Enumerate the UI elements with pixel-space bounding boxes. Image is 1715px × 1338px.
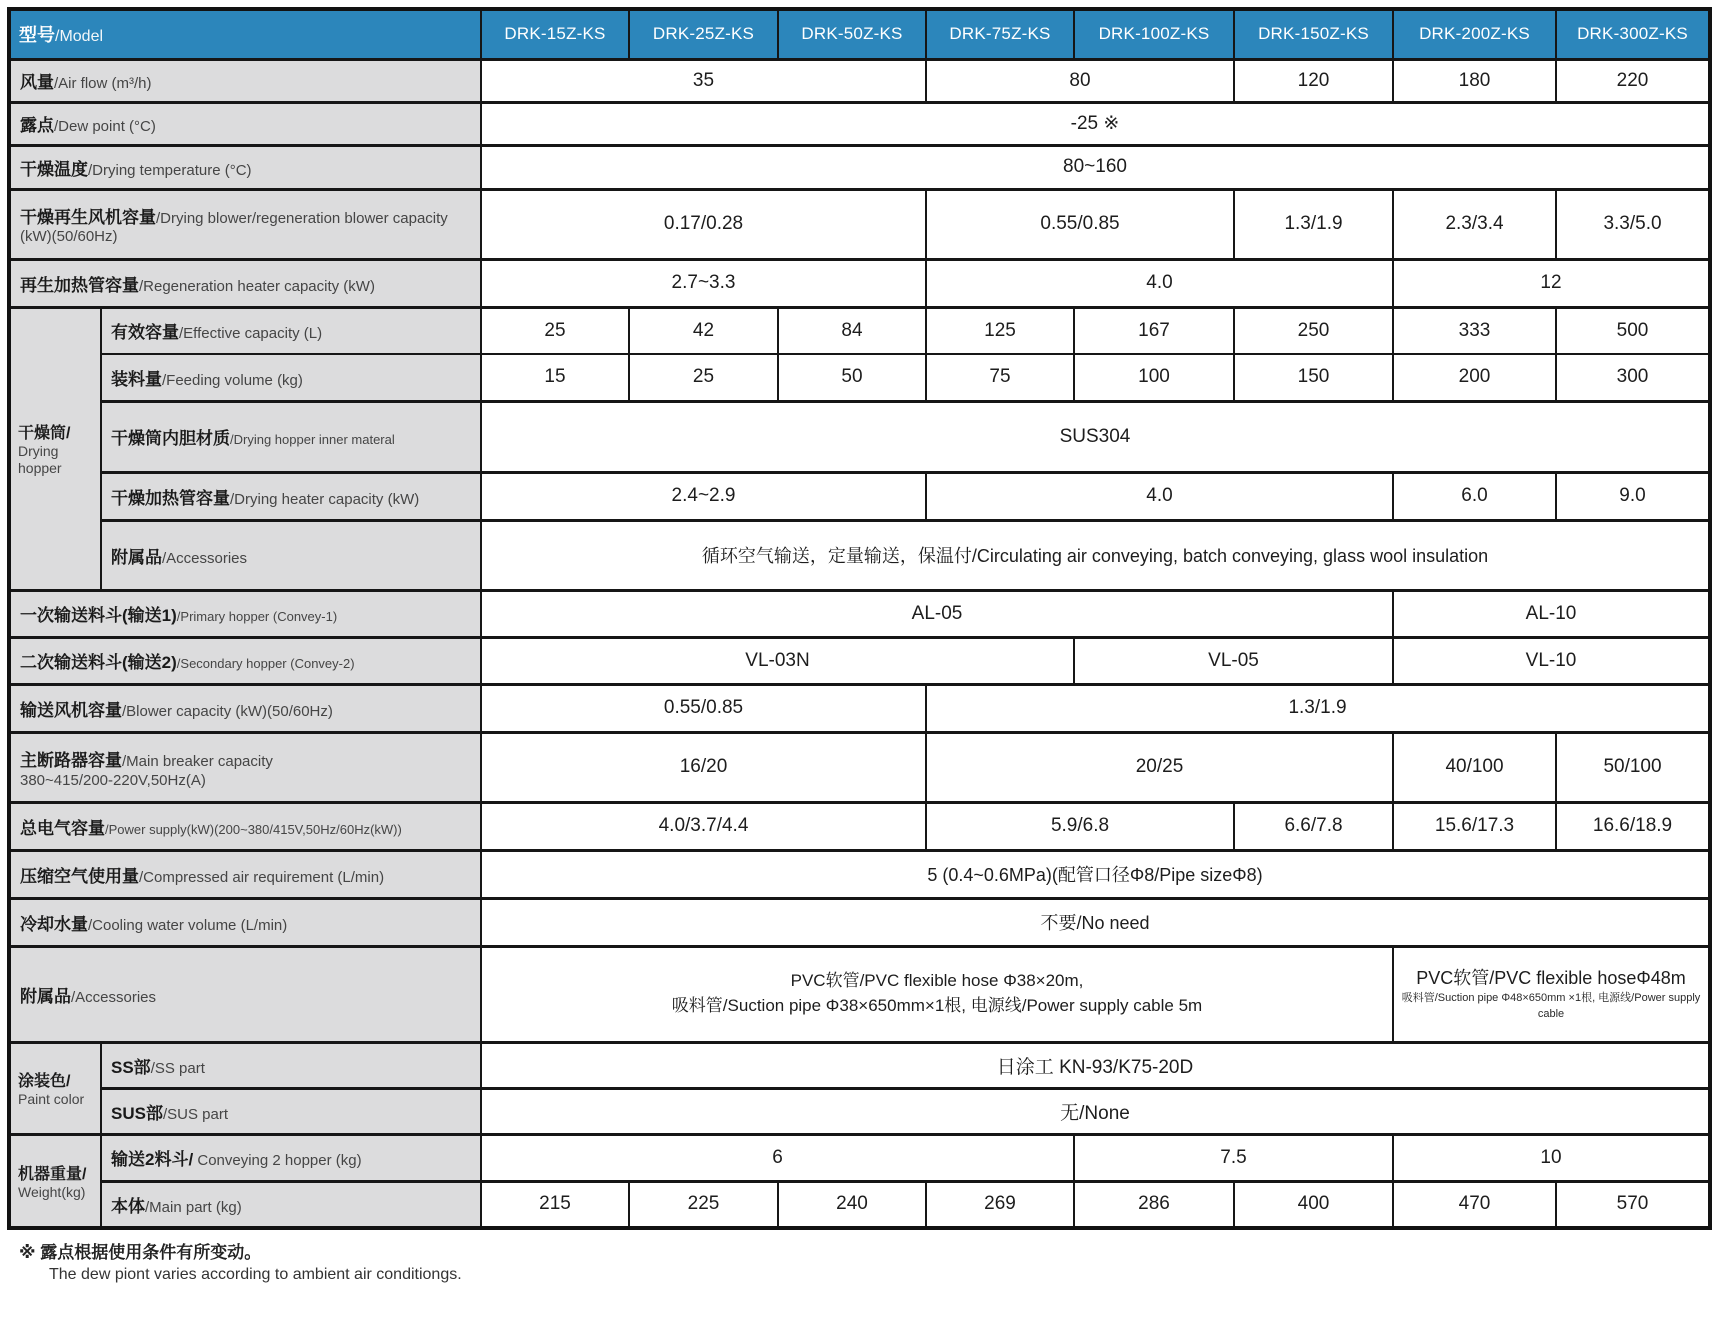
row-label-cell [101, 307, 481, 354]
spec-value-cell: 9.0 [1556, 472, 1710, 520]
label-en: /Power supply(kW)(200~380/415V,50Hz/60Hz(kW)) [105, 821, 402, 837]
model-header-cell: DRK-15Z-KS [481, 9, 629, 59]
label-zh: 干燥温度 [20, 159, 88, 179]
label-zh: 总电气容量 [20, 818, 105, 838]
row-label-cell [9, 802, 481, 850]
table-row [9, 145, 1710, 189]
spec-value-cell: 215 [481, 1181, 629, 1228]
spec-value-cell: 50 [778, 354, 926, 401]
label-en: /Accessories [162, 549, 248, 567]
spec-value-cell: AL-10 [1393, 590, 1710, 637]
spec-value-cell: 日涂工 KN-93/K75-20D [481, 1042, 1710, 1088]
label-en: /Drying heater capacity (kW) [230, 490, 420, 508]
spec-value-cell: 500 [1556, 307, 1710, 354]
label-en: /Regeneration heater capacity (kW) [139, 277, 375, 295]
row-label-cell [101, 1088, 481, 1134]
spec-value-cell: 50/100 [1556, 732, 1710, 802]
label-zh: SS部 [111, 1057, 151, 1077]
table-row [9, 59, 1710, 102]
label-en: /Drying blower/regeneration blower capacity (kW)(50/60Hz) [20, 209, 448, 245]
group-label-en: Weight(kg) [18, 1183, 86, 1200]
spec-value-cell: 1.3/1.9 [926, 684, 1710, 732]
row-label-cell [9, 259, 481, 307]
spec-value-cell: 80 [926, 59, 1234, 102]
spec-value-cell: 5.9/6.8 [926, 802, 1234, 850]
label-zh: 露点 [20, 116, 54, 135]
label-zh: 型号 [19, 25, 55, 46]
spec-value-cell: 220 [1556, 59, 1710, 102]
label-en: /Feeding volume (kg) [162, 371, 303, 389]
spec-value-cell: 2.4~2.9 [481, 472, 926, 520]
group-label-cell [9, 1042, 101, 1134]
spec-value-cell: 0.55/0.85 [481, 684, 926, 732]
table-row [9, 259, 1710, 307]
spec-value-cell: 150 [1234, 354, 1393, 401]
label-en: /Compressed air requirement (L/min) [139, 868, 385, 886]
label-en: /Drying hopper inner materal [230, 432, 395, 447]
spec-value-cell: 167 [1074, 307, 1234, 354]
spec-value-cell: 240 [778, 1181, 926, 1228]
spec-value-cell: VL-03N [481, 637, 1074, 684]
model-header-cell: DRK-200Z-KS [1393, 9, 1556, 59]
table-row [9, 1181, 1710, 1228]
table-row [9, 684, 1710, 732]
label-zh: 有效容量 [111, 323, 179, 343]
group-label-cell [9, 1134, 101, 1228]
label-en: /Secondary hopper (Convey-2) [176, 656, 355, 671]
label-en: /Model [55, 28, 104, 46]
spec-value-cell: 3.3/5.0 [1556, 189, 1710, 259]
spec-value-cell: 15.6/17.3 [1393, 802, 1556, 850]
label-en: /Cooling water volume (L/min) [88, 916, 288, 934]
row-label-cell [101, 401, 481, 472]
row-label-cell [9, 637, 481, 684]
label-zh: 压缩空气使用量 [20, 866, 139, 886]
spec-value-cell: 200 [1393, 354, 1556, 401]
label-zh: 风量 [20, 73, 54, 92]
label-zh: 冷却水量 [20, 914, 88, 934]
table-row [9, 1134, 1710, 1181]
value-line-1: PVC软管/PVC flexible hoseΦ48m [1416, 968, 1686, 989]
table-row [9, 401, 1710, 472]
spec-value-cell: 333 [1393, 307, 1556, 354]
spec-value-cell: 42 [629, 307, 778, 354]
row-label-cell [9, 946, 481, 1042]
table-row [9, 1042, 1710, 1088]
spec-value-cell: 180 [1393, 59, 1556, 102]
label-zh: 输送风机容量 [20, 700, 122, 720]
table-row [9, 946, 1710, 1042]
row-label-cell [9, 59, 481, 102]
spec-value-cell: 300 [1556, 354, 1710, 401]
label-en: /Air flow (m³/h) [54, 75, 152, 92]
label-line2: 380~415/200-220V,50Hz(A) [20, 771, 206, 789]
spec-value-cell: 0.17/0.28 [481, 189, 926, 259]
label-zh: 附属品 [111, 547, 162, 567]
label-zh: 输送2料斗/ [111, 1150, 194, 1169]
label-en: Conveying 2 hopper (kg) [193, 1152, 362, 1169]
table-row [9, 307, 1710, 354]
value-line-1: PVC软管/PVC flexible hose Φ38×20m, [790, 971, 1084, 991]
row-label-cell [9, 850, 481, 898]
model-header-cell: DRK-150Z-KS [1234, 9, 1393, 59]
label-zh: 主断路器容量 [20, 750, 122, 770]
table-row [9, 189, 1710, 259]
row-label-cell [9, 102, 481, 145]
spec-value-cell: 225 [629, 1181, 778, 1228]
spec-value-cell: 10 [1393, 1134, 1710, 1181]
spec-value-cell: 40/100 [1393, 732, 1556, 802]
label-zh: 附属品 [20, 986, 71, 1006]
spec-table [7, 7, 1712, 1230]
spec-value-cell: 6 [481, 1134, 1074, 1181]
label-zh: 一次输送料斗(输送1) [20, 606, 177, 625]
spec-value-cell: 25 [481, 307, 629, 354]
spec-value-cell: 125 [926, 307, 1074, 354]
label-en: /Main breaker capacity [122, 752, 273, 770]
row-label-cell [101, 520, 481, 590]
row-label-cell [9, 898, 481, 946]
row-label-cell [9, 145, 481, 189]
spec-value-cell: 6.0 [1393, 472, 1556, 520]
spec-value-cell: 4.0/3.7/4.4 [481, 802, 926, 850]
table-row [9, 898, 1710, 946]
spec-value-cell: 4.0 [926, 259, 1393, 307]
table-row [9, 802, 1710, 850]
footnote-line-en: The dew piont varies according to ambient air conditiongs. [49, 1266, 462, 1283]
row-label-cell [9, 590, 481, 637]
spec-value-cell: 286 [1074, 1181, 1234, 1228]
spec-value-cell: 不要/No need [481, 898, 1710, 946]
model-header-cell: DRK-25Z-KS [629, 9, 778, 59]
footnote-line-zh: ※ 露点根据使用条件有所变动。 [19, 1243, 262, 1262]
table-row [9, 732, 1710, 802]
label-en: /Dew point (°C) [54, 118, 156, 135]
spec-value-cell: -25 ※ [481, 102, 1710, 145]
label-zh: 干燥再生风机容量 [20, 207, 156, 227]
spec-value-cell: 5 (0.4~0.6MPa)(配管口径Φ8/Pipe sizeΦ8) [481, 850, 1710, 898]
table-row [9, 1088, 1710, 1134]
model-header-cell: DRK-300Z-KS [1556, 9, 1710, 59]
spec-value-cell: SUS304 [481, 401, 1710, 472]
spec-value-cell: 15 [481, 354, 629, 401]
spec-value-cell: 16/20 [481, 732, 926, 802]
spec-value-cell: 2.3/3.4 [1393, 189, 1556, 259]
spec-value-cell: 6.6/7.8 [1234, 802, 1393, 850]
group-label-en: Paint color [18, 1090, 85, 1107]
table-row [9, 102, 1710, 145]
spec-value-cell [1393, 946, 1710, 1042]
spec-value-cell: 120 [1234, 59, 1393, 102]
row-label-cell [101, 472, 481, 520]
label-en: /Effective capacity (L) [179, 325, 323, 343]
table-row [9, 850, 1710, 898]
group-label-zh: 机器重量/ [18, 1165, 87, 1183]
label-en: /Primary hopper (Convey-1) [176, 609, 338, 624]
spec-value-cell: 12 [1393, 259, 1710, 307]
label-zh: 二次输送料斗(输送2) [20, 653, 177, 672]
group-label-zh: 干燥筒/ [18, 424, 71, 442]
spec-value-cell: 无/None [481, 1088, 1710, 1134]
spec-value-cell: 35 [481, 59, 926, 102]
spec-value-cell: 84 [778, 307, 926, 354]
row-label-cell [101, 1181, 481, 1228]
table-row [9, 520, 1710, 590]
header-row [9, 9, 1710, 59]
spec-value-cell: 269 [926, 1181, 1074, 1228]
row-label-cell [101, 1134, 481, 1181]
table-row [9, 590, 1710, 637]
group-label-en: Drying hopper [18, 442, 62, 476]
model-label-cell [9, 9, 481, 59]
label-en: /Drying temperature (°C) [88, 161, 252, 179]
spec-value-cell: 循环空气输送，定量输送，保温付/Circulating air conveying, batch conveying, glass wool insulation [481, 520, 1710, 590]
spec-value-cell: 0.55/0.85 [926, 189, 1234, 259]
spec-value-cell: 2.7~3.3 [481, 259, 926, 307]
footnote [19, 1238, 1715, 1284]
spec-value-cell: 75 [926, 354, 1074, 401]
row-label-cell [9, 732, 481, 802]
row-label-cell [101, 354, 481, 401]
group-label-zh: 涂装色/ [18, 1072, 71, 1090]
label-zh: 干燥筒内胆材质 [111, 429, 230, 448]
model-header-cell: DRK-75Z-KS [926, 9, 1074, 59]
value-line-2: 吸料管/Suction pipe Φ38×650mm×1根, 电源线/Power supply cable 5m [671, 996, 1203, 1015]
spec-value-cell: 100 [1074, 354, 1234, 401]
model-header-cell: DRK-100Z-KS [1074, 9, 1234, 59]
spec-value-cell: VL-05 [1074, 637, 1393, 684]
table-row [9, 472, 1710, 520]
spec-value-cell: AL-05 [481, 590, 1393, 637]
spec-value-cell: VL-10 [1393, 637, 1710, 684]
label-en: /Blower capacity (kW)(50/60Hz) [122, 702, 333, 720]
spec-value-cell: 80~160 [481, 145, 1710, 189]
label-en: /SS part [150, 1059, 205, 1077]
row-label-cell [9, 684, 481, 732]
label-en: /Main part (kg) [145, 1198, 242, 1216]
value-line-2: 吸料管/Suction pipe Φ48×650mm ×1根, 电源线/Power supply cable [1401, 992, 1701, 1021]
group-label-cell [9, 307, 101, 590]
table-row [9, 637, 1710, 684]
spec-value-cell: 4.0 [926, 472, 1393, 520]
spec-value-cell: 570 [1556, 1181, 1710, 1228]
label-zh: 装料量 [111, 369, 162, 389]
spec-value-cell: 250 [1234, 307, 1393, 354]
spec-value-cell: 20/25 [926, 732, 1393, 802]
label-en: /SUS part [162, 1105, 228, 1123]
spec-value-cell: 400 [1234, 1181, 1393, 1228]
label-zh: 本体 [111, 1196, 145, 1216]
spec-value-cell [481, 946, 1393, 1042]
row-label-cell [9, 189, 481, 259]
row-label-cell [101, 1042, 481, 1088]
label-en: /Accessories [71, 988, 157, 1006]
spec-value-cell: 470 [1393, 1181, 1556, 1228]
model-header-cell: DRK-50Z-KS [778, 9, 926, 59]
label-zh: SUS部 [111, 1103, 163, 1123]
label-zh: 再生加热管容量 [20, 275, 139, 295]
spec-value-cell: 25 [629, 354, 778, 401]
spec-value-cell: 7.5 [1074, 1134, 1393, 1181]
label-zh: 干燥加热管容量 [111, 488, 230, 508]
spec-value-cell: 16.6/18.9 [1556, 802, 1710, 850]
table-row [9, 354, 1710, 401]
spec-value-cell: 1.3/1.9 [1234, 189, 1393, 259]
